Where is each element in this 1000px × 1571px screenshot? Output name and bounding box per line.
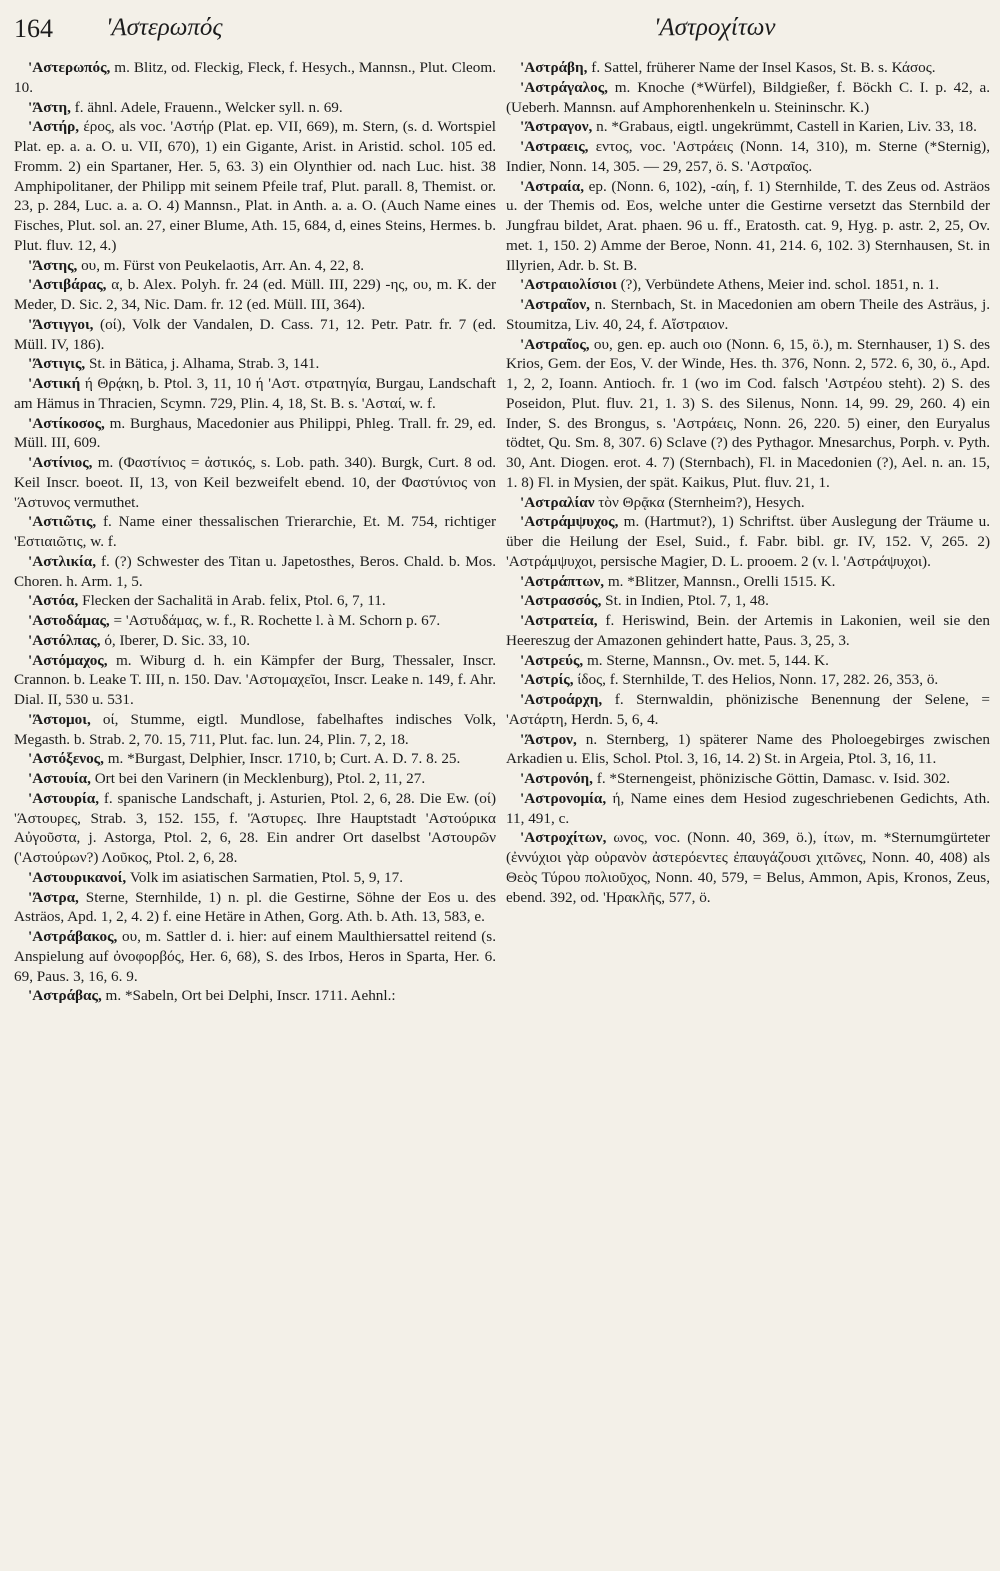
entry-text: Volk im asiatischen Sarmatien, Ptol. 5, 9, 17. (126, 868, 403, 886)
dictionary-entry (506, 828, 990, 907)
entry-headword: 'Αστράπτων, (520, 572, 605, 590)
entry-headword: 'Άστραγον, (520, 118, 593, 136)
entry-text: m. Sterne, Mannsn., Ov. met. 5, 144. K. (583, 651, 829, 669)
entry-headword: 'Αστράβη, (520, 59, 588, 76)
entry-headword: 'Αστραῖος, (520, 335, 590, 353)
dictionary-entry (14, 374, 496, 414)
entry-text: έρος, als voc. 'Αστήρ (Plat. ep. VII, 669), m. Stern, (s. d. Wortspiel Plat. ep. a. a. O. u. VII, 670), 1) ein Gigante, Arist. in Aristid. schol. 105 ed. Fromm. 2) ein Spartaner, Her. 5, 63. 3) ein Olynthier od. nach Luc. hist. 38 Amphipolitaner, der Philipp mit seinem Pfeile traf, Plut. parall. 8, Themist. or. 23, p. 284, Luc. a. a. O. 4) Mannsn., Plat. in Anth. a. a. O. (Auch Name eines Fisches, Plut. sol. an. 27, einer Blume, Ath. 15, 684, d, eines Steins, Hermes. b. Plut. fluv. 12, 4.) (14, 118, 496, 254)
dictionary-entry (14, 986, 496, 1006)
dictionary-entry (506, 137, 990, 177)
dictionary-entry (14, 611, 496, 631)
entry-headword: 'Αστιῶτις, (28, 513, 97, 531)
entry-headword: 'Αστουία, (28, 770, 91, 787)
entry-headword: 'Αστραεις, (520, 138, 589, 155)
entry-headword: 'Άστομοι, (28, 710, 91, 728)
entry-headword: 'Αστόα, (28, 592, 79, 610)
dictionary-entry (506, 493, 990, 513)
dictionary-entry (506, 78, 990, 118)
entry-headword: 'Αστόλπας, (28, 631, 101, 649)
entry-headword: 'Αστική (28, 375, 81, 392)
entry-text: m. Knoche (*Würfel), Bildgießer, f. Böckh C. I. p. 42, a. (Ueberh. Mannsn. auf Amphorenhenkeln u. Steininschr. K.) (506, 78, 990, 116)
dictionary-entry (506, 58, 990, 78)
page-number: 164 (14, 14, 53, 43)
entry-headword: 'Αστερωπός, (28, 59, 111, 76)
right-column (506, 58, 990, 907)
dictionary-entry (14, 769, 496, 789)
dictionary-entry (506, 335, 990, 493)
entry-text: St. in Bätica, j. Alhama, Strab. 3, 141. (85, 355, 320, 373)
entry-headword: 'Αστιβάρας, (28, 276, 107, 294)
dictionary-entry (506, 295, 990, 335)
entry-headword: 'Αστραῖον, (520, 296, 590, 313)
entry-text: ή Θρᾴκη, b. Ptol. 3, 11, 10 ή 'Αστ. στρατηγία, Burgau, Landschaft am Hämus in Thracien, Scymn. 729, Plin. 4, 18, St. B. s. 'Ασταί, w. f. (14, 375, 496, 412)
entry-headword: 'Αστόμαχος, (28, 651, 108, 669)
dictionary-entry (14, 651, 496, 710)
dictionary-entry (14, 315, 496, 355)
entry-headword: 'Αστρονομία, (520, 789, 607, 807)
entry-text: ep. (Nonn. 6, 102), -αίη, f. 1) Sternhilde, T. des Zeus od. Asträos u. der Themis od. Eos, welche unter die Gestirne versetzt das Sternbild der Jungfrau bildet, Arat. phaen. 96 u. ff., Eratosth. cat. 9, Hyg. p. astr. 2, 25, Ov. met. 1, 150. 2) Amme der Beroe, Nonn. 41, 214. 6, 102. 3) Sternhausen, St. in Illyrien, Adr. b. St. B. (506, 177, 990, 274)
dictionary-entry (506, 275, 990, 295)
dictionary-entry (14, 414, 496, 454)
entry-text: m. *Blitzer, Mannsn., Orelli 1515. K. (604, 572, 836, 590)
entry-text: n. Sternberg, 1) späterer Name des Pholoegebirges zwischen Arkadien u. Elis, Schol. Ptol. 3, 16, 14. 2) St. in Argeia, Ptol. 3, 16, 11. (506, 730, 990, 768)
dictionary-entry (14, 58, 496, 98)
dictionary-entry (506, 690, 990, 730)
entry-headword: 'Αστίνιος, (28, 454, 93, 471)
entry-text: ωνος, voc. (Nonn. 40, 369, ö.), ίτων, m. *Sternumgürteter (ἐννύχιοι γὰρ οὐρανὸν ἀστερόεντες ἐπαυγάζουσι χιτῶνες, Nonn. 40, 408) als Θεὸς Τύρου πολιοῦχος, Nonn. 40, 579, = Belus, Ammon, Apis, Kronos, Zeus, ebend. 392, od. 'Ηρακλῆς, 577, ö. (506, 829, 990, 906)
entry-text: α, b. Alex. Polyh. fr. 24 (ed. Müll. III, 229) -ης, ου, m. K. der Meder, D. Sic. 2, 34, Nic. Dam. fr. 12 (ed. Müll. III, 364). (14, 276, 496, 313)
dictionary-entry (14, 552, 496, 592)
dictionary-entry (14, 453, 496, 512)
dictionary-entry (14, 927, 496, 986)
entry-headword: 'Αστραλίαν (520, 493, 595, 511)
dictionary-entry (14, 98, 496, 118)
entry-text: ου, m. Sattler d. i. hier: auf einem Maulthiersattel reitend (s. Anspielung auf ὀνοφορβός, Her. 6, 68), S. des Irbos, Heros in Sparta, Her. 6. 69, Paus. 3, 16, 6. 9. (14, 928, 496, 985)
entry-text: = 'Αστυδάμας, w. f., R. Rochette l. à M. Schorn p. 67. (109, 612, 441, 629)
dictionary-entry (14, 256, 496, 276)
dictionary-entry (14, 868, 496, 888)
entry-headword: 'Αστροάρχη, (520, 691, 603, 708)
entry-text: m. *Burgast, Delphier, Inscr. 1710, b; Curt. A. D. 7. 8. 25. (103, 750, 461, 768)
entry-text: ό, Iberer, D. Sic. 33, 10. (100, 631, 251, 649)
entry-headword: 'Αστράβακος, (28, 928, 118, 945)
dictionary-entry (14, 749, 496, 769)
dictionary-entry (506, 670, 990, 690)
entry-headword: 'Αστίκοσος, (28, 414, 105, 432)
entry-text: St. in Indien, Ptol. 7, 1, 48. (601, 592, 769, 610)
entry-headword: 'Αστρεύς, (520, 651, 584, 669)
entry-text: Flecken der Sachalitä in Arab. felix, Ptol. 6, 7, 11. (78, 592, 386, 610)
entry-text: Sterne, Sternhilde, 1) n. pl. die Gestirne, Söhne der Eos u. des Asträos, Apd. 1, 2, 4. 2) f. eine Hetäre in Athen, Gorg. Ath. b. Ath. 13, 583, e. (14, 888, 496, 926)
dictionary-entry (506, 512, 990, 571)
entry-headword: 'Αστρατεία, (520, 612, 598, 629)
entry-text: m. (Hartmut?), 1) Schriftst. über Auslegung der Träume u. über die Heilung der Esel, Suid., f. Fabr. bibl. gr. IV, 152. V, 265. 2) 'Αστράμψυχοι, persische Magier, D. L. prooem. 2 (v. l. 'Αστράψυχοι). (506, 513, 990, 570)
entry-headword: 'Αστρίς, (520, 671, 574, 689)
entry-headword: 'Αστραιολίσιοι (520, 276, 617, 294)
entry-text: f. Heriswind, Bein. der Artemis in Lakonien, weil sie den Heereszug der Amazonen gehindert hatte, Paus. 3, 25, 3. (506, 612, 990, 649)
entry-text: οί, Stumme, eigtl. Mundlose, fabelhaftes indisches Volk, Megasth. b. Strab. 2, 70. 15, 711, Plut. fac. lun. 24, Plin. 7, 2, 18. (14, 710, 496, 748)
entry-text: (?), Verbündete Athens, Meier ind. schol. 1851, n. 1. (616, 276, 940, 294)
dictionary-entry (14, 888, 496, 928)
entry-headword: 'Άστη, (28, 98, 71, 116)
entry-headword: 'Άστρα, (28, 888, 79, 906)
left-column (14, 58, 496, 1006)
entry-headword: 'Άστρον, (520, 730, 577, 748)
dictionary-entry (506, 611, 990, 651)
entry-text: (οί), Volk der Vandalen, D. Cass. 71, 12. Petr. Patr. fr. 7 (ed. Müll. IV, 186). (14, 315, 496, 353)
entry-text: f. Sattel, früherer Name der Insel Kasos, St. B. s. Κάσος. (587, 59, 936, 76)
right-guide-word: 'Αστροχίτων (654, 14, 776, 41)
dictionary-entry (14, 275, 496, 315)
entry-text: εντος, voc. 'Αστράεις (Nonn. 14, 310), m. Sterne (*Sternig), Indier, Nonn. 14, 305. — 29, 257, ö. S. 'Αστραῖος. (506, 138, 990, 175)
entry-text: τὸν Θρᾷκα (Sternheim?), Hesych. (594, 493, 805, 511)
dictionary-entry (506, 117, 990, 137)
entry-text: ή, Name eines dem Hesiod zugeschriebenen Gedichts, Ath. 11, 491, c. (506, 789, 990, 827)
entry-headword: 'Αστράβας, (28, 987, 102, 1005)
entry-text: ου, gen. ep. auch οιο (Nonn. 6, 15, ö.), m. Sternhauser, 1) S. des Krios, Gem. der Eos, V. der Winde, Hes. th. 376, Nonn. 2, 572. 6, 30, ö., Apd. 1, 2, 2, Ioann. Antioch. fr. 1 (wo im Cod. falsch 'Αστρέου steht). 2) S. des Poseidon, Plut. fluv. 21, 1. 3) S. des Silenus, Nonn. 14, 99. 29, 260. 4) ein Inder, S. des Brongus, s. 'Αστράεις, Nonn. 26, 220. 5) einer, den Euryalus tödtet, Qu. Sm. 8, 307. 6) Sclave (?) des Pythagor. Mnesarchus, Porph. v. Pyth. 30, Ant. Diogen. erot. 4. 7) (Sternbach), Fl. in Macedonien (?), Ael. n. an. 15, 1. 8) Fl. in Mysien, der spät. Kaikus, Plut. fluv. 21, 1. (506, 335, 990, 491)
dictionary-entry (506, 572, 990, 592)
dictionary-entry (14, 789, 496, 868)
entry-headword: 'Αστράγαλος, (520, 78, 608, 96)
entry-text: f. *Sternengeist, phönizische Göttin, Damasc. v. Isid. 302. (592, 770, 951, 787)
entry-headword: 'Αστροχίτων, (520, 829, 607, 847)
entry-text: n. Sternbach, St. in Macedonien am obern Theile des Asträus, j. Stoumitza, Liv. 40, 24, f. Αἴστραιον. (506, 296, 990, 333)
entry-headword: 'Αστράμψυχος, (520, 513, 619, 531)
entry-text: Ort bei den Varinern (in Mecklenburg), Ptol. 2, 11, 27. (90, 770, 426, 787)
entry-headword: 'Αστουρικανοί, (28, 868, 127, 886)
entry-text: m. Blitz, od. Fleckig, Fleck, f. Hesych., Mannsn., Plut. Cleom. 10. (14, 59, 496, 96)
entry-text: f. (?) Schwester des Titan u. Japetosthes, Beros. Chald. b. Mos. Choren. h. Arm. 1, 5. (14, 552, 496, 590)
entry-text: m. *Sabeln, Ort bei Delphi, Inscr. 1711. Aehnl.: (101, 987, 396, 1005)
dictionary-entry (506, 651, 990, 671)
entry-text: f. Name einer thessalischen Trierarchie, Et. M. 754, richtiger 'Εστιαιῶτις, w. f. (14, 513, 496, 550)
entry-headword: 'Αστήρ, (28, 118, 79, 136)
entry-text: f. spanische Landschaft, j. Asturien, Ptol. 2, 6, 28. Die Ew. (οί) 'Άστουρες, Strab. 3, 152. 155, f. 'Άστυρες. Ihre Hauptstadt 'Αστούρικα Αὐγοῦστα, j. Astorga, Ptol. 2, 6, 28. Ein andrer Ort daselbst 'Αστουρῶν ('Αστούρων?) Λοῦκος, Ptol. 2, 6, 28. (14, 789, 496, 866)
dictionary-entry (14, 631, 496, 651)
entry-text: m. (Φαστίνιος = ἀστικός, s. Lob. path. 340). Burgk, Curt. 8 od. Keil Inscr. boeot. II, 13, von Keil bezweifelt ebend. 10, der Φαστύνιος von 'Άστυνος vermuthet. (14, 454, 496, 511)
entry-headword: 'Αστρασσός, (520, 592, 602, 610)
entry-headword: 'Αστοδάμας, (28, 612, 110, 629)
entry-headword: 'Άστιγγοι, (28, 315, 94, 333)
entry-text: f. ähnl. Adele, Frauenn., Welcker syll. n. 69. (70, 98, 343, 116)
dictionary-entry (506, 789, 990, 829)
entry-headword: 'Αστραία, (520, 177, 585, 195)
page-header (14, 14, 986, 50)
entry-headword: 'Αστρονόη, (520, 770, 593, 787)
dictionary-entry (14, 591, 496, 611)
dictionary-entry (14, 117, 496, 255)
entry-text: m. Burghaus, Macedonier aus Philippi, Phleg. Trall. fr. 29, ed. Müll. III, 609. (14, 414, 496, 452)
entry-text: ου, m. Fürst von Peukelaotis, Arr. An. 4, 22, 8. (77, 256, 365, 274)
entry-headword: 'Άστιγις, (28, 355, 86, 373)
entry-headword: 'Αστλικία, (28, 552, 97, 570)
entry-text: ίδος, f. Sternhilde, T. des Helios, Nonn. 17, 282. 26, 353, ö. (573, 671, 939, 689)
dictionary-entry (506, 591, 990, 611)
entry-text: f. Sternwaldin, phönizische Benennung der Selene, = 'Αστάρτη, Herdn. 5, 6, 4. (506, 691, 990, 728)
entry-text: m. Wiburg d. h. ein Kämpfer der Burg, Thessaler, Inscr. Crannon. b. Leake T. III, n. 150. Dav. 'Αστομαχεῖοι, Inscr. Leake n. 149, f. Ahr. Dial. II, 530 u. 531. (14, 651, 496, 708)
left-guide-word: 'Αστερωπός (106, 14, 223, 41)
dictionary-entry (14, 512, 496, 552)
dictionary-entry (506, 177, 990, 276)
dictionary-entry (506, 769, 990, 789)
entry-headword: 'Αστόξενος, (28, 750, 104, 768)
entry-headword: 'Αστουρία, (28, 789, 100, 807)
entry-text: n. *Grabaus, eigtl. ungekrümmt, Castell in Karien, Liv. 33, 18. (592, 118, 977, 136)
entry-headword: 'Άστης, (28, 256, 78, 274)
dictionary-entry (506, 730, 990, 770)
dictionary-entry (14, 710, 496, 750)
dictionary-entry (14, 354, 496, 374)
